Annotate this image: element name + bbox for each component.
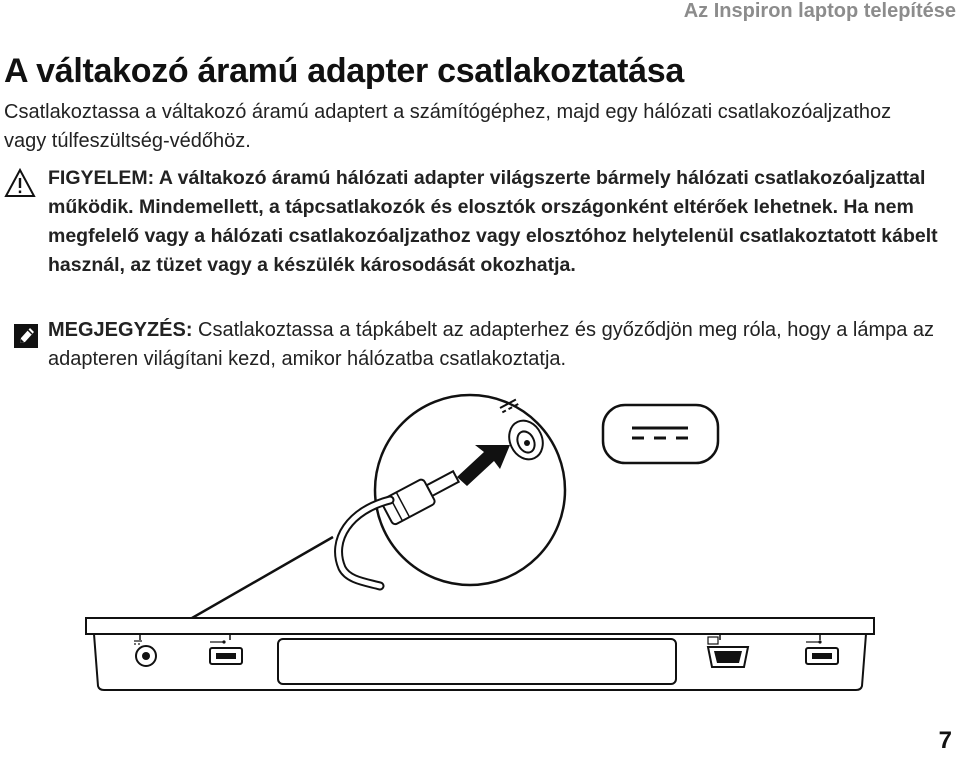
- warning-text: FIGYELEM: A váltakozó áramú hálózati adapter világszerte bármely hálózati csatlakozóaljzattal működik. Mindemellett, a tápcsatlakozók és elosztók országonként eltérőek lehetnek. Ha nem megfelelő vagy a hálózati csatlakozóaljzathoz vagy elosztóhoz helytelenül csatlakoztatott kábelt használ, az tüzet vagy a készülék károsodását okozhatja.: [48, 167, 938, 276]
- page-title: A váltakozó áramú adapter csatlakoztatása: [4, 52, 684, 90]
- laptop-back-panel: [86, 618, 874, 690]
- warning-triangle-icon: [4, 168, 36, 203]
- dc-symbol-icon: [603, 405, 718, 463]
- note-text: [48, 316, 954, 374]
- note-body: Csatlakoztassa a tápkábelt az adapterhez és győződjön meg róla, hogy a lámpa az adapteren világítani kezd, amikor hálózatba csatlakoztatja.: [48, 319, 935, 370]
- section-title: Az Inspiron laptop telepítése: [683, 0, 956, 22]
- note-pencil-icon: [14, 324, 38, 353]
- warning-block: [4, 164, 954, 280]
- adapter-illustration: [80, 390, 880, 705]
- note-block: [4, 316, 954, 374]
- note-label: MEGJEGYZÉS:: [48, 319, 193, 341]
- intro-paragraph: Csatlakoztassa a váltakozó áramú adaptert a számítógéphez, majd egy hálózati csatlakozóaljzathoz vagy túlfeszültség-védőhöz.: [4, 101, 892, 152]
- page-number: 7: [938, 727, 952, 754]
